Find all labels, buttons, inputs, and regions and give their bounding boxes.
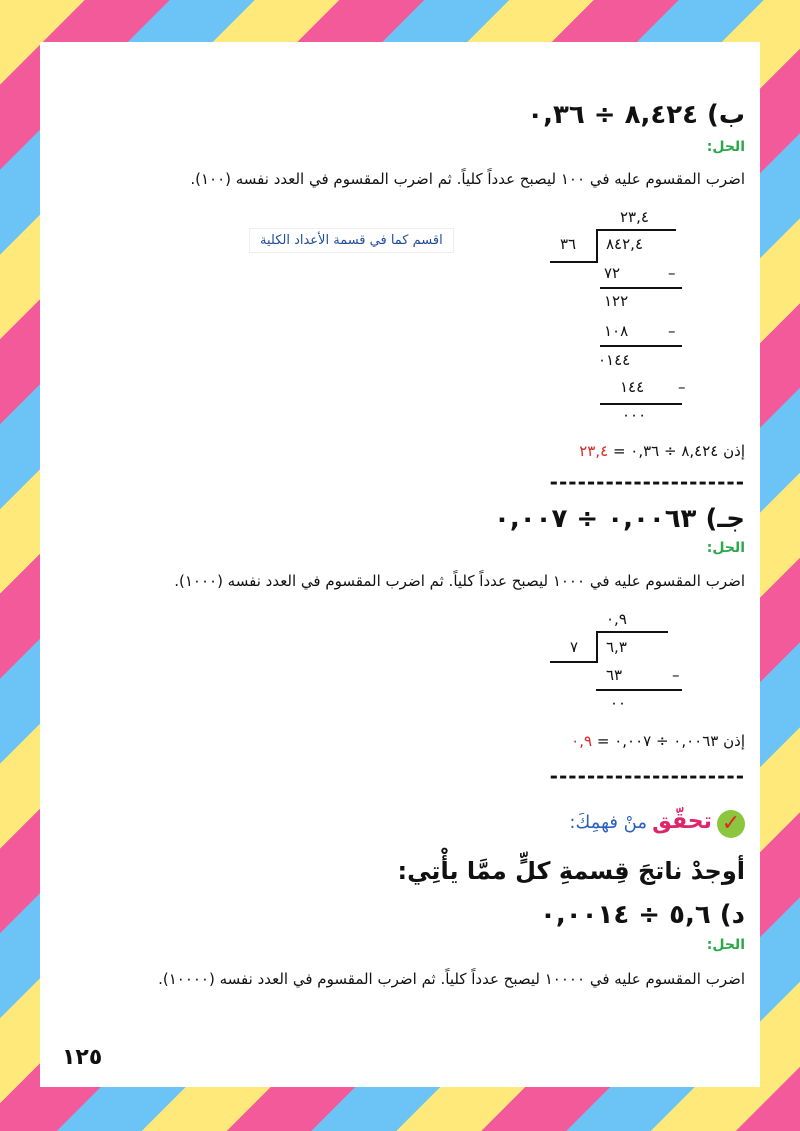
part-c-instruction: اضرب المقسوم عليه في ١٠٠٠ ليصبح عدداً كلياً. ثم اضرب المقسوم في العدد نفسه (١٠٠٠).: [174, 572, 745, 590]
section-separator: ---------------------: [549, 764, 745, 788]
part-b-row: ٠١٤٤: [598, 351, 631, 369]
check-subtitle: منْ فهمِكَ:: [569, 812, 648, 833]
part-b-result-prefix: إذن ٨,٤٢٤ ÷ ٠,٣٦ =: [612, 442, 745, 460]
part-b-dividend: ٨٤٢,٤: [606, 235, 643, 253]
part-b-solution-label: الحل:: [706, 139, 745, 155]
part-b-equation: ب) ٨,٤٢٤ ÷ ٠,٣٦: [527, 100, 745, 130]
part-c-result: [571, 732, 745, 750]
part-b-result: [579, 442, 745, 460]
part-d-equation: د) ٥,٦ ÷ ٠,٠٠١٤: [539, 900, 745, 930]
minus-sign: –: [678, 378, 692, 396]
minus-sign: –: [672, 666, 686, 684]
part-b-row: ٠٠٠: [622, 406, 647, 424]
part-b-result-value: ٢٣,٤: [579, 442, 609, 460]
part-b-row: ١٤٤: [620, 378, 645, 396]
check-understanding-heading: [569, 809, 745, 838]
part-c-divisor: ٧: [570, 638, 579, 656]
part-b-row: ٧٢: [604, 264, 621, 282]
part-c-dividend: ٦,٣: [606, 638, 627, 656]
part-c-row: ٦٣: [606, 666, 623, 684]
division-tip-note: اقسم كما في قسمة الأعداد الكلية: [250, 229, 453, 252]
minus-sign: –: [668, 322, 682, 340]
part-c-equation: جـ) ٠,٠٠٦٣ ÷ ٠,٠٠٧: [493, 504, 745, 534]
page-number: ١٢٥: [62, 1045, 103, 1070]
part-d-solution-label: الحل:: [706, 937, 745, 953]
minus-sign: –: [668, 264, 682, 282]
part-b-quotient: ٢٣,٤: [620, 208, 649, 226]
part-b-row: ١٠٨: [604, 322, 629, 340]
worksheet-page: [40, 42, 760, 1087]
part-c-result-prefix: إذن ٠,٠٠٦٣ ÷ ٠,٠٠٧ =: [596, 732, 745, 750]
part-c-solution-label: الحل:: [706, 540, 745, 556]
check-icon: ✓: [717, 810, 745, 838]
check-prompt: أوجدْ ناتجَ قِسمةِ كلٍّ ممَّا يأْتِي:: [397, 857, 745, 885]
part-d-instruction: اضرب المقسوم عليه في ١٠٠٠٠ ليصبح عدداً كلياً. ثم اضرب المقسوم في العدد نفسه (١٠٠٠٠).: [158, 970, 745, 988]
part-b-instruction: اضرب المقسوم عليه في ١٠٠ ليصبح عدداً كلياً. ثم اضرب المقسوم في العدد نفسه (١٠٠).: [190, 170, 745, 188]
section-separator: ---------------------: [549, 470, 745, 494]
part-c-result-value: ٠,٩: [571, 732, 593, 750]
part-b-row: ١٢٢: [604, 292, 629, 310]
part-b-divisor: ٣٦: [560, 235, 577, 253]
part-c-row: ٠٠: [610, 694, 627, 712]
part-c-quotient: ٠,٩: [606, 610, 627, 628]
check-title: تحقّق: [652, 809, 712, 834]
